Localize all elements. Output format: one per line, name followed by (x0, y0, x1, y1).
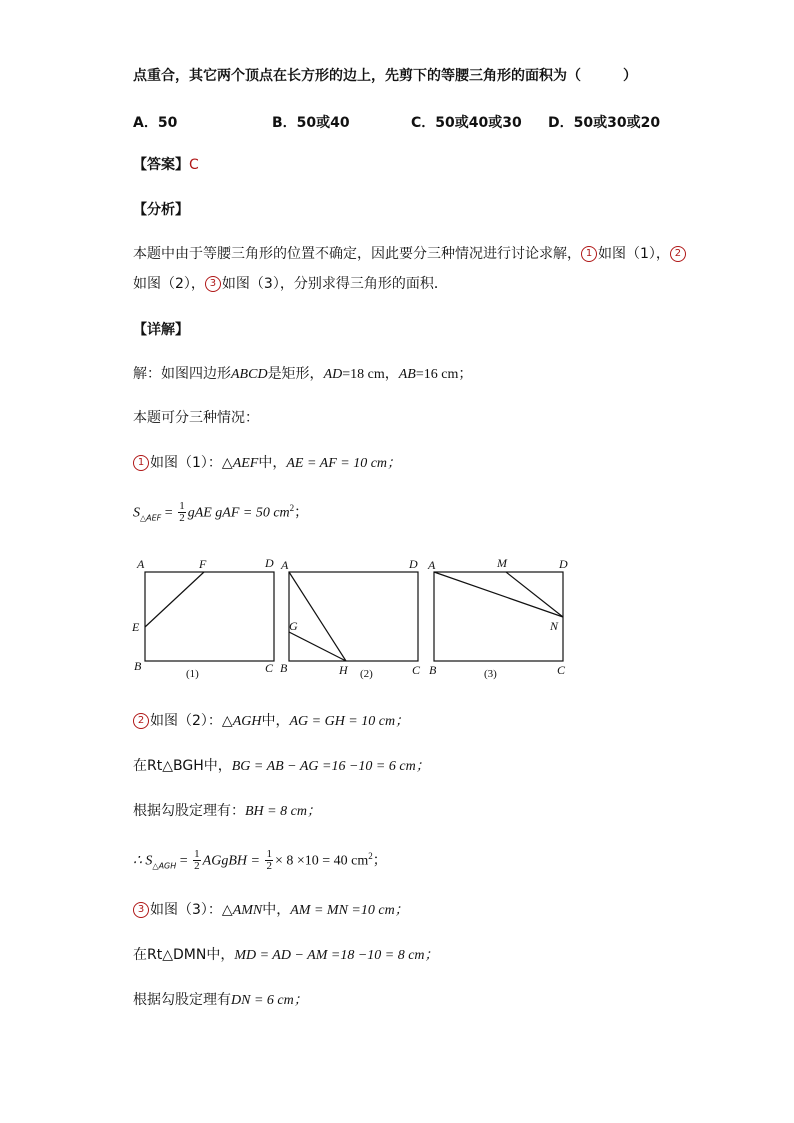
fig1-caption: (1) (186, 668, 199, 680)
case3-text: 如图（3）： (150, 902, 222, 918)
case2-area-sub: △AGH (152, 861, 177, 871)
fig3-rectangle (434, 572, 563, 661)
option-a: A．50 (133, 115, 178, 131)
case1-area-line (133, 498, 308, 528)
case1-equation: AE = AF = 10 cm； (286, 456, 402, 471)
case1-zh: 中， (258, 455, 287, 471)
fig1-label-c: C (265, 661, 274, 675)
case2-triangle: △AGH (221, 714, 262, 729)
case3-triangle: △AMN (221, 903, 263, 918)
fig3-label-n: N (550, 619, 559, 633)
fig1-label-f: F (199, 557, 207, 571)
figures-diagram (125, 552, 585, 684)
answer-line (133, 155, 199, 175)
answer-label: 【答案】 (133, 157, 189, 173)
case2-frac1-den: 2 (194, 860, 200, 873)
case1-end: ； (294, 504, 309, 521)
case3-pyth-line (133, 990, 308, 1011)
case3-rt-prefix: 在Rt△DMN中， (133, 947, 235, 963)
case2-circle: 2 (133, 713, 149, 729)
fig1-label-e: E (132, 620, 140, 634)
case2-frac2-den: 2 (266, 860, 272, 873)
case2-area-symbol: ∴ S (133, 853, 153, 869)
fig2-label-h: H (339, 663, 348, 677)
case3-pyth-equation: DN = 6 cm； (231, 993, 308, 1008)
case2-pyth-equation: BH = 8 cm； (245, 804, 321, 819)
case2-zh: 中， (261, 713, 290, 729)
ad-symbol: AD (323, 367, 343, 382)
detail-line-2: 本题可分三种情况： (133, 410, 259, 426)
fig3-segment-an (434, 572, 563, 617)
fig3-caption: (3) (484, 668, 497, 680)
ab-symbol: AB (398, 367, 416, 382)
fig1-segment-ef (145, 572, 204, 627)
fig3-label-d: D (559, 557, 568, 571)
detail-l1-prefix: 解：如图四边形 (133, 366, 231, 382)
fig2-segment-ah (289, 572, 346, 661)
fig3-label-a: A (428, 558, 436, 572)
fig1-label-b: B (134, 659, 142, 673)
ad-value: =18 cm， (342, 367, 399, 382)
fig2-label-g: G (289, 619, 298, 633)
analysis-text-2b: 如图（3），分别求得三角形的面积． (221, 276, 448, 292)
fig2-segment-gh (289, 632, 346, 661)
case1-area-rest: gAE gAF = 50 cm (187, 505, 290, 521)
case2-pyth-line (133, 801, 321, 822)
analysis-line-2 (133, 274, 448, 294)
case1-sup: 2 (289, 503, 295, 513)
analysis-text-1a: 本题中由于等腰三角形的位置不确定，因此要分三种情况进行讨论求解， (133, 246, 581, 262)
case2-equation: AG = GH = 10 cm； (289, 714, 410, 729)
fig2-caption: (2) (360, 668, 373, 680)
question-stem: 点重合，其它两个顶点在长方形的边上，先剪下的等腰三角形的面积为（ ） (133, 68, 637, 84)
case3-circle: 3 (133, 902, 149, 918)
case1-line (133, 453, 401, 474)
answer-value: C (189, 157, 199, 173)
analysis-text-1b: 如图（1）， (598, 246, 670, 262)
analysis-line-1 (133, 244, 687, 264)
case3-pyth-text: 根据勾股定理有 (133, 992, 231, 1008)
case1-eq-sign: = (161, 505, 177, 521)
case1-circle: 1 (133, 455, 149, 471)
case2-fraction-1 (193, 849, 201, 872)
case2-sup: 2 (368, 851, 373, 861)
case2-eq-sign: = (176, 853, 192, 869)
case2-fraction-2 (265, 849, 273, 872)
circle-number-1: 1 (581, 246, 597, 262)
detail-l1-mid: 是矩形， (267, 366, 324, 382)
fig3-label-b: B (429, 663, 437, 677)
case1-fraction (178, 501, 186, 524)
case2-frac1-num: 1 (194, 848, 200, 861)
case3-rt-equation: MD = AD − AM =18 −10 = 8 cm； (234, 948, 439, 963)
detail-line-1 (133, 364, 472, 385)
ab-value: =16 cm； (415, 367, 473, 382)
case2-end: ； (372, 852, 387, 869)
option-c: C．50或40或30 (411, 115, 522, 131)
fig3-label-m: M (497, 556, 507, 570)
case2-pyth-text: 根据勾股定理有： (133, 803, 245, 819)
case1-triangle: △AEF (221, 456, 259, 471)
fig2-rectangle (289, 572, 418, 661)
case2-rt-equation: BG = AB − AG =16 −10 = 6 cm； (231, 759, 430, 774)
fig2-label-b: B (280, 661, 288, 675)
rect-abcd: ABCD (231, 367, 268, 382)
case2-rt-line (133, 756, 430, 777)
case2-line (133, 711, 409, 732)
analysis-label: 【分析】 (133, 202, 189, 218)
circle-number-3: 3 (205, 276, 221, 292)
case2-rt-prefix: 在Rt△BGH中， (133, 758, 232, 774)
case1-area-symbol: S (133, 505, 140, 521)
fig1-label-a: A (137, 557, 145, 571)
fig1-label-d: D (265, 556, 274, 570)
case1-frac-num: 1 (179, 500, 185, 513)
case1-text: 如图（1）： (150, 455, 222, 471)
circle-number-2: 2 (670, 246, 686, 262)
case2-area-line (133, 846, 387, 876)
fig3-segment-mn (506, 572, 563, 617)
case2-text: 如图（2）： (150, 713, 222, 729)
case3-zh: 中， (262, 902, 291, 918)
case2-area-rest: × 8 ×10 = 40 cm (274, 853, 369, 869)
case3-rt-line (133, 945, 439, 966)
case2-frac2-num: 1 (266, 848, 272, 861)
fig1-rectangle (145, 572, 274, 661)
case1-frac-den: 2 (179, 512, 185, 525)
detail-label: 【详解】 (133, 322, 189, 338)
case2-area-mid: AGgBH = (202, 853, 264, 869)
fig2-label-d: D (409, 557, 418, 571)
fig3-label-c: C (557, 663, 566, 677)
option-d: D．50或30或20 (548, 115, 661, 131)
option-b: B．50或40 (272, 115, 350, 131)
analysis-text-2a: 如图（2）， (133, 276, 205, 292)
case3-line (133, 900, 409, 921)
fig2-label-a: A (281, 558, 289, 572)
fig2-label-c: C (412, 663, 421, 677)
case1-area-sub: △AEF (140, 513, 162, 523)
case3-equation: AM = MN =10 cm； (290, 903, 409, 918)
